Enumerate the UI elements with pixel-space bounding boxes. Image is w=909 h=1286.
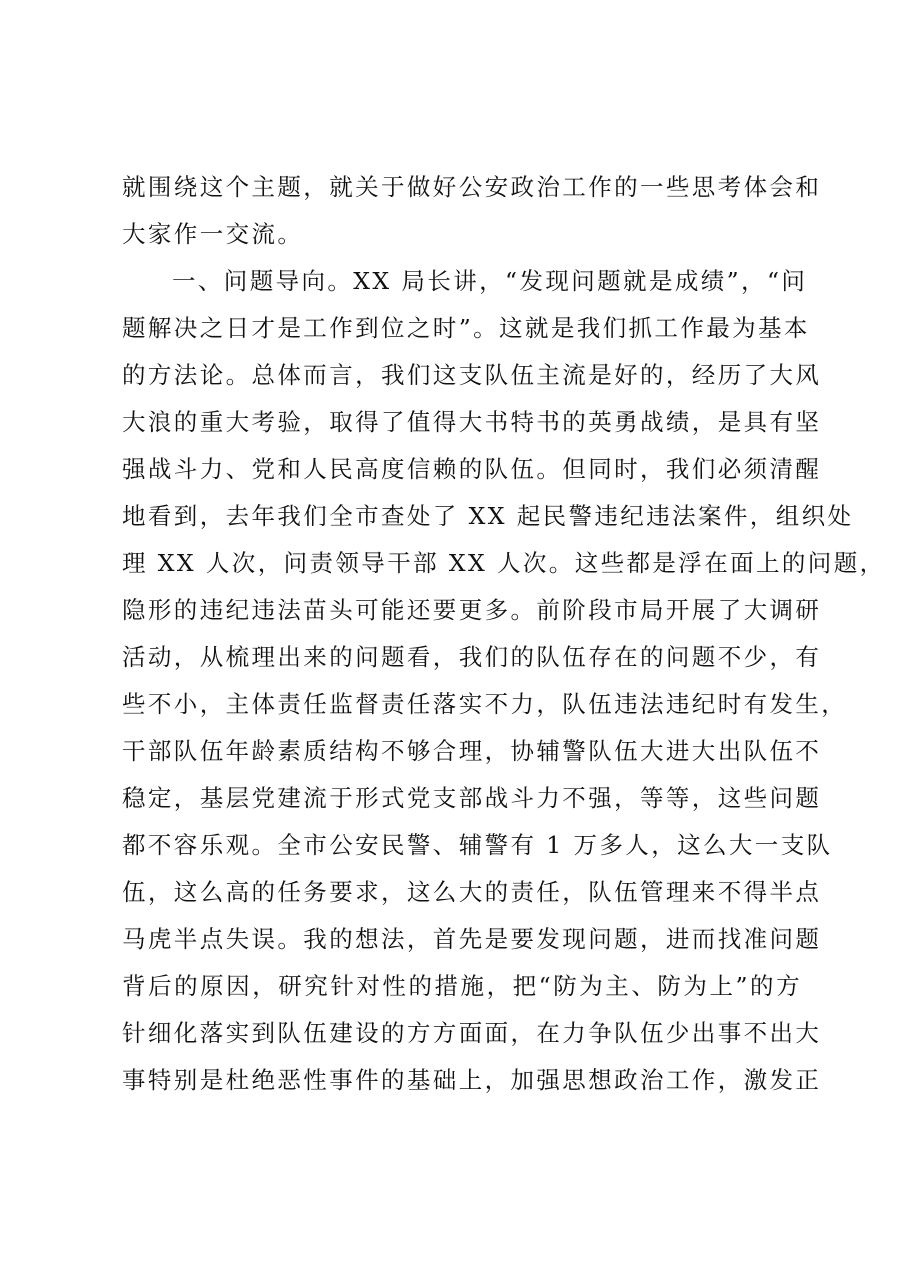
- text-line: 理 XX 人次，问责领导干部 XX 人次。这些都是浮在面上的问题，: [122, 549, 886, 577]
- body-text: [122, 164, 886, 1104]
- text-line: 题解决之日才是工作到位之时”。这就是我们抓工作最为基本: [122, 314, 810, 342]
- text-line: 稳定，基层党建流于形式党支部战斗力不强，等等，这些问题: [122, 784, 822, 812]
- text-line: 都不容乐观。全市公安民警、辅警有 1 万多人，这么大一支队: [122, 831, 833, 859]
- text-line: 些不小，主体责任监督责任落实不力，队伍违法违纪时有发生，: [122, 690, 848, 718]
- text-line: 强战斗力、党和人民高度信赖的队伍。但同时，我们必须清醒: [122, 455, 822, 483]
- text-line: 马虎半点失误。我的想法，首先是要发现问题，进而找准问题: [122, 925, 822, 953]
- text-line: 干部队伍年龄素质结构不够合理，协辅警队伍大进大出队伍不: [122, 737, 822, 765]
- text-line: 的方法论。总体而言，我们这支队伍主流是好的，经历了大风: [122, 361, 822, 389]
- text-line: 针细化落实到队伍建设的方方面面，在力争队伍少出事不出大: [122, 1019, 822, 1047]
- text-line: 隐形的违纪违法苗头可能还要更多。前阶段市局开展了大调研: [122, 596, 822, 624]
- text-line: 背后的原因，研究针对性的措施，把“防为主、防为上”的方: [122, 972, 802, 1000]
- text-line: 活动，从梳理出来的问题看，我们的队伍存在的问题不少，有: [122, 643, 822, 671]
- paragraph-first-line: 一、问题导向。XX 局长讲，“发现问题就是成绩”，“问: [172, 267, 808, 295]
- text-line: 地看到，去年我们全市查处了 XX 起民警违纪违法案件，组织处: [122, 502, 854, 530]
- text-line: 大浪的重大考验，取得了值得大书特书的英勇战绩，是具有坚: [122, 408, 822, 436]
- text-line: 伍，这么高的任务要求，这么大的责任，队伍管理来不得半点: [122, 878, 822, 906]
- text-line: 大家作一交流。: [122, 220, 304, 248]
- text-line: 事特别是杜绝恶性事件的基础上，加强思想政治工作，激发正: [122, 1066, 822, 1094]
- text-line: 就围绕这个主题，就关于做好公安政治工作的一些思考体会和: [122, 173, 822, 201]
